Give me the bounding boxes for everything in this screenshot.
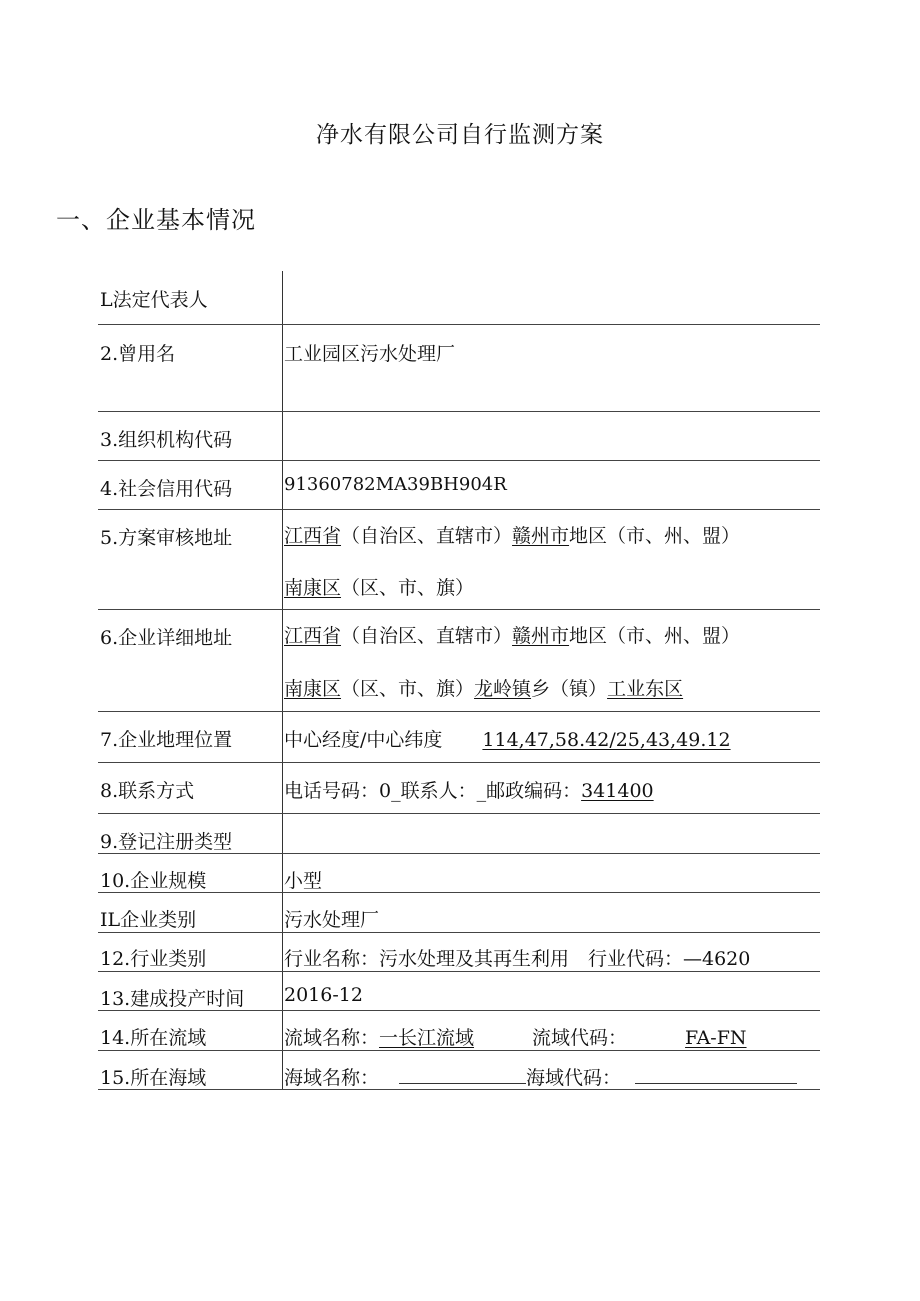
former-name-value: 工业园区污水处理厂 — [284, 343, 456, 365]
table-row — [98, 325, 820, 412]
row-label: 12.行业类别 — [100, 948, 207, 970]
geo-prefix: 中心经度/中心纬度 — [284, 729, 443, 751]
postal-code: 341400 — [581, 780, 654, 802]
province-value: 江西省 — [284, 525, 342, 547]
start-date-value: 2016-12 — [284, 984, 363, 1006]
sea-name-prefix: 海域名称： — [284, 1067, 380, 1089]
detail-address-line2 — [284, 674, 683, 701]
basin-code: FA-FN — [685, 1027, 747, 1049]
town-suffix: 乡（镇） — [531, 678, 608, 700]
province-suffix: （自治区、直辖市） — [341, 625, 513, 647]
review-address-line1 — [284, 521, 740, 548]
detail-address-line1 — [284, 621, 740, 648]
row-label: 5.方案审核地址 — [100, 527, 233, 549]
row-label: 8.联系方式 — [100, 780, 195, 802]
basin-code-prefix: 流域代码： — [532, 1027, 628, 1049]
row-label: 6.企业详细地址 — [100, 627, 233, 649]
city-suffix: 地区（市、州、盟） — [569, 525, 741, 547]
table-row — [98, 972, 820, 1011]
table-row — [98, 712, 820, 763]
credit-code-value: 91360782MA39BH904R — [284, 474, 507, 495]
sea-code-prefix: 海域代码： — [526, 1067, 622, 1089]
table-row — [98, 854, 820, 893]
town-value: 龙岭镇 — [474, 678, 532, 700]
row-label: 13.建成投产时间 — [100, 988, 245, 1010]
table-row — [98, 893, 820, 933]
district-suffix: （区、市、旗） — [341, 577, 475, 599]
province-value: 江西省 — [284, 625, 342, 647]
city-value: 赣州市 — [512, 625, 570, 647]
geo-location-value — [284, 725, 731, 752]
geo-coords: 114,47,58.42/25,43,49.12 — [482, 729, 731, 751]
contact-value — [284, 776, 654, 803]
row-label: 4.社会信用代码 — [100, 478, 233, 500]
table-row — [98, 610, 820, 712]
district-suffix: （区、市、旗） — [341, 678, 475, 700]
row-label: 7.企业地理位置 — [100, 729, 233, 751]
city-suffix: 地区（市、州、盟） — [569, 625, 741, 647]
province-suffix: （自治区、直辖市） — [341, 525, 513, 547]
section-heading: 一、企业基本情况 — [56, 206, 256, 234]
scale-value: 小型 — [284, 870, 323, 892]
sea-code-blank — [635, 1065, 797, 1084]
row-label: 9.登记注册类型 — [100, 831, 233, 853]
industry-value: 行业名称：污水处理及其再生利用 行业代码：—4620 — [284, 948, 751, 970]
sea-value — [284, 1063, 797, 1090]
review-address-line2 — [284, 573, 474, 600]
table-row — [98, 1011, 820, 1051]
sea-name-blank — [399, 1065, 526, 1084]
table-row — [98, 1051, 820, 1090]
area-value: 工业东区 — [607, 678, 684, 700]
category-value: 污水处理厂 — [284, 909, 380, 931]
table-row — [98, 763, 820, 814]
row-label: 2.曾用名 — [100, 343, 176, 365]
table-row — [98, 271, 820, 325]
district-value: 南康区 — [284, 678, 342, 700]
table-row — [98, 412, 820, 461]
table-row — [98, 461, 820, 510]
city-value: 赣州市 — [512, 525, 570, 547]
basin-value — [284, 1023, 747, 1050]
row-label: 15.所在海域 — [100, 1067, 207, 1089]
row-label: 3.组织机构代码 — [100, 429, 233, 451]
contact-prefix: 电话号码：0_联系人：_邮政编码： — [284, 780, 582, 802]
table-row — [98, 510, 820, 610]
document-title: 净水有限公司自行监测方案 — [316, 122, 604, 148]
basin-name: 一长江流域 — [379, 1027, 475, 1049]
basin-name-prefix: 流域名称： — [284, 1027, 380, 1049]
row-label: IL企业类别 — [100, 909, 197, 931]
row-label: L法定代表人 — [100, 289, 208, 311]
row-label: 14.所在流域 — [100, 1027, 207, 1049]
row-label: 10.企业规模 — [100, 870, 207, 892]
district-value: 南康区 — [284, 577, 342, 599]
table-row — [98, 814, 820, 854]
table-row — [98, 933, 820, 972]
